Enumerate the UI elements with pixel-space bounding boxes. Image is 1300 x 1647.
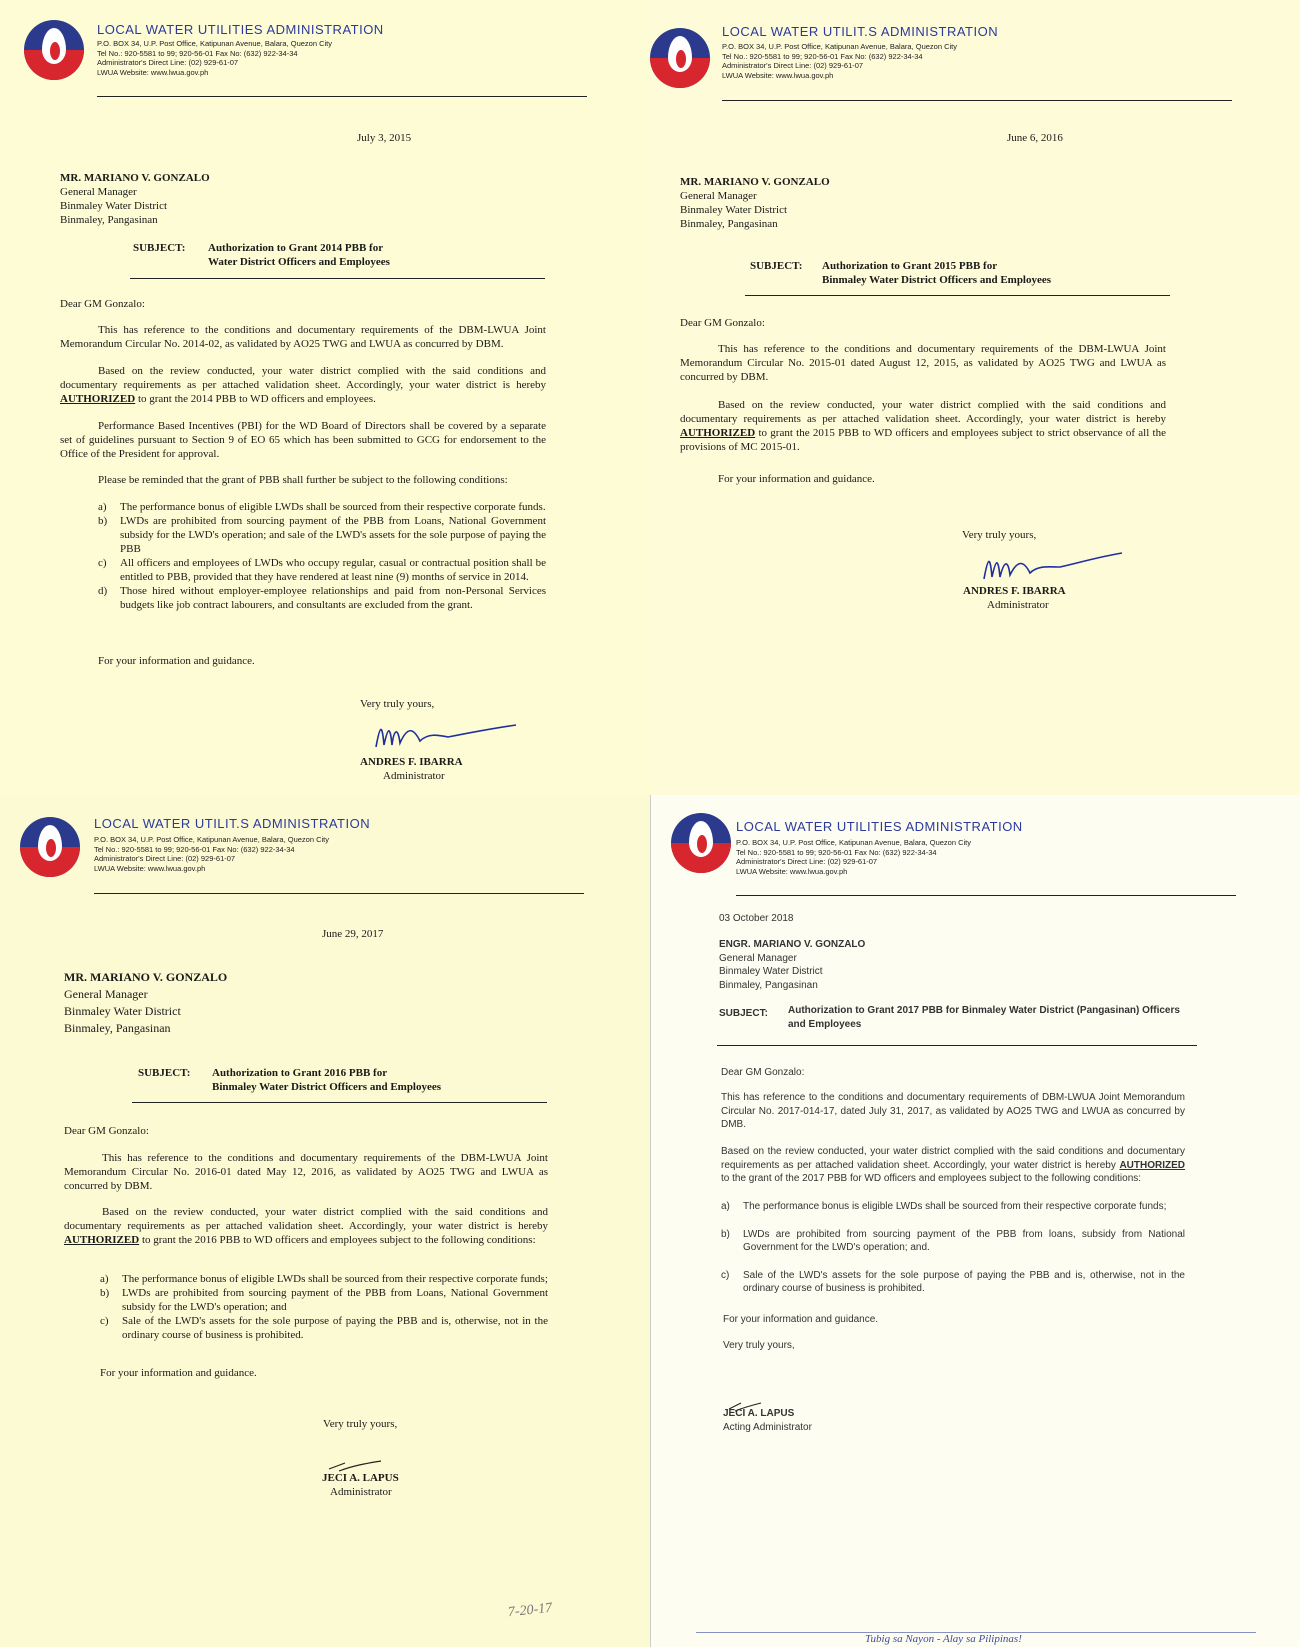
- salutation: Dear GM Gonzalo:: [60, 298, 145, 310]
- paragraph-1: This has reference to the conditions and documentary requirements of DBM-LWUA Joint Memorandum Circular No. 2017-014-17, dated July 31, 2017, as validated by AO25 TWG and LWUA as concurred by DMB.: [721, 1092, 1185, 1130]
- org-name: LOCAL WATER UTILIT.S ADMINISTRATION: [94, 816, 371, 831]
- recipient-block: MR. MARIANO V. GONZALO General Manager Binmaley Water District Binmaley, Pangasinan: [680, 176, 830, 230]
- signatory-title: Acting Administrator: [723, 1422, 812, 1433]
- closing: Very truly yours,: [323, 1418, 398, 1430]
- closing: Very truly yours,: [962, 529, 1037, 541]
- org-address: P.O. BOX 34, U.P. Post Office, Katipunan Avenue, Balara, Quezon City Tel No.: 920-5581 to 99; 920-56-01 Fax No: (632) 922-34-34 Administrator's Direct Line: (02) 929-61-07 LWUA Website: www.lwua.gov.ph: [722, 42, 958, 80]
- signatory-name: JECI A. LAPUS: [723, 1408, 795, 1419]
- subject-text: Authorization to Grant 2017 PBB for Binmaley Water District (Pangasinan) Officers and Employees: [788, 1005, 1180, 1030]
- signatory-name: ANDRES F. IBARRA: [963, 585, 1066, 597]
- org-address: P.O. BOX 34, U.P. Post Office, Katipunan Avenue, Balara, Quezon City Tel No.: 920-5581 to 99; 920-56-01 Fax No: (632) 922-34-34 Administrator's Direct Line: (02) 929-61-07 LWUA Website: www.lwua.gov.ph: [94, 835, 330, 873]
- letter-2017: [0, 795, 650, 1647]
- subject-label: SUBJECT:: [750, 260, 803, 272]
- letter-date: 03 October 2018: [719, 913, 794, 924]
- subject-rule: [132, 1102, 547, 1103]
- signature-image: [368, 715, 528, 755]
- closing: Very truly yours,: [360, 698, 435, 710]
- recipient-block: MR. MARIANO V. GONZALO General Manager Binmaley Water District Binmaley, Pangasinan: [60, 172, 210, 226]
- subject-label: SUBJECT:: [719, 1008, 768, 1019]
- signatory-name: JECI A. LAPUS: [322, 1472, 399, 1484]
- org-name: LOCAL WATER UTILITIES ADMINISTRATION: [97, 22, 384, 37]
- signature-image: [978, 545, 1128, 585]
- conditions-list: a) The performance bonus is eligible LWDs shall be sourced from their respective corporate funds; b) LWDs are prohibited from sourcing payment of the PBB from loans, subsidy from National Government for the LWD's operation; and. c) Sale of the LWD's assets for the sole purpose of paying the PBB and is, otherwise, not in the ordinary course of business is prohibited.: [721, 1201, 1185, 1294]
- org-address: P.O. BOX 34, U.P. Post Office, Katipunan Avenue, Balara, Quezon City Tel No.: 920-5581 to 99; 920-56-01 Fax No: (632) 922-34-34 Administrator's Direct Line: (02) 929-61-07 LWUA Website: www.lwua.gov.ph: [97, 39, 333, 77]
- org-name: LOCAL WATER UTILITIES ADMINISTRATION: [736, 819, 1023, 834]
- letter-2015: [0, 0, 650, 795]
- paragraph-2: Based on the review conducted, your water district complied with the said conditions and documentary requirements as per attached validation sheet. Accordingly, your water district is hereby AUTHORIZED to grant the 2016 PBB to WD officers and employees subject to the following conditions:: [64, 1206, 548, 1246]
- paragraph-1: This has reference to the conditions and documentary requirements of the DBM-LWUA Joint Memorandum Circular No. 2015-01 dated August 12, 2015, as validated by AO25 TWG and LWUA as concurred by DBM.: [680, 343, 1166, 383]
- recipient-block: ENGR. MARIANO V. GONZALO General Manager Binmaley Water District Binmaley, Pangasinan: [719, 939, 866, 991]
- lwua-logo: [671, 813, 731, 873]
- subject-text: Authorization to Grant 2016 PBB for Binmaley Water District Officers and Employees: [212, 1067, 442, 1093]
- subject-label: SUBJECT:: [133, 242, 186, 254]
- letter-date: June 6, 2016: [1007, 132, 1063, 144]
- lwua-logo: [24, 20, 84, 80]
- paragraph-3: Performance Based Incentives (PBI) for the WD Board of Directors shall be covered by a separate set of guidelines pursuant to Section 9 of EO 65 which has been submitted to GCG for endorsement to the Office of the President for approval.: [60, 420, 546, 460]
- salutation: Dear GM Gonzalo:: [721, 1067, 805, 1078]
- subject-text: Authorization to Grant 2014 PBB for Water District Officers and Employees: [208, 242, 390, 268]
- closing-info: For your information and guidance.: [718, 473, 875, 485]
- signatory-title: Administrator: [383, 770, 445, 782]
- recipient-block: MR. MARIANO V. GONZALO General Manager Binmaley Water District Binmaley, Pangasinan: [64, 970, 228, 1035]
- signatory-title: Administrator: [330, 1486, 392, 1498]
- paragraph-4: Please be reminded that the grant of PBB shall further be subject to the following conditions:: [98, 474, 508, 486]
- subject-text: Authorization to Grant 2015 PBB for Binmaley Water District Officers and Employees: [822, 260, 1052, 286]
- signatory-title: Administrator: [987, 599, 1049, 611]
- lwua-logo: [20, 817, 80, 877]
- header-rule: [736, 895, 1236, 896]
- paragraph-2: Based on the review conducted, your water district complied with the said conditions and documentary requirements as per attached validation sheet. Accordingly, your water district is hereby AUTHORIZED to grant the 2015 PBB to WD officers and employees subject to strict observance of all the provisions of MC 2015-01.: [680, 399, 1166, 453]
- subject-rule: [717, 1045, 1197, 1046]
- subject-rule: [130, 278, 545, 279]
- header-rule: [94, 893, 584, 894]
- letter-2018: [650, 795, 1300, 1647]
- salutation: Dear GM Gonzalo:: [680, 317, 765, 329]
- handwritten-date: 7-20-17: [507, 1600, 553, 1621]
- letter-2016: [650, 0, 1300, 795]
- paragraph-2: Based on the review conducted, your water district complied with the said conditions and documentary requirements as per attached validation sheet. Accordingly, your water district is hereby AUTHORIZED to grant the 2014 PBB to WD officers and employees.: [60, 365, 546, 405]
- closing-info: For your information and guidance.: [100, 1367, 257, 1379]
- subject-rule: [745, 295, 1170, 296]
- org-name: LOCAL WATER UTILIT.S ADMINISTRATION: [722, 24, 999, 39]
- signatory-name: ANDRES F. IBARRA: [360, 756, 463, 768]
- subject-label: SUBJECT:: [138, 1067, 191, 1079]
- org-address: P.O. BOX 34, U.P. Post Office, Katipunan Avenue, Balara, Quezon City Tel No.: 920-5581 to 99; 920-56-01 Fax No: (632) 922-34-34 Administrator's Direct Line: (02) 929-61-07 LWUA Website: www.lwua.gov.ph: [736, 838, 972, 876]
- letter-date: June 29, 2017: [322, 928, 384, 940]
- closing-info: For your information and guidance.: [98, 655, 255, 667]
- paragraph-2: Based on the review conducted, your water district complied with the said conditions and documentary requirements as per attached validation sheet. Accordingly, your water district is hereby AUTHORIZED to the grant of the 2017 PBB for WD officers and employees subject to the following conditions:: [721, 1146, 1186, 1184]
- header-rule: [97, 96, 587, 97]
- closing-info: For your information and guidance.: [723, 1314, 879, 1325]
- header-rule: [722, 100, 1232, 101]
- salutation: Dear GM Gonzalo:: [64, 1125, 149, 1137]
- paragraph-1: This has reference to the conditions and documentary requirements of the DBM-LWUA Joint Memorandum Circular No. 2016-01 dated May 12, 2016, as validated by AO25 TWG and LWUA as concurred by DBM.: [64, 1152, 548, 1192]
- lwua-logo: [650, 28, 710, 88]
- paragraph-1: This has reference to the conditions and documentary requirements of the DBM-LWUA Joint Memorandum Circular No. 2014-02, as validated by AO25 TWG and LWUA as concurred by DBM.: [60, 324, 546, 350]
- conditions-list: a) The performance bonus of eligible LWDs shall be sourced from their respective corporate funds. b) LWDs are prohibited from sourcing payment of the PBB from Loans, National Government subsidy for the LWD's operation; and sale of the LWD's assets for the sole purpose of paying the PBB c) All officers and employees of LWDs who occupy regular, casual or contractual position shall be entitled to PBB, provided that they have rendered at least nine (9) months of service in 2014. d) Those hired without employer-employee relationships and paid from non-Personal Services budgets like job contract labourers, and consultants are excluded from the grant.: [98, 501, 546, 611]
- closing: Very truly yours,: [723, 1340, 795, 1351]
- footer-motto: Tubig sa Nayon - Alay sa Pilipinas!: [865, 1633, 1022, 1645]
- conditions-list: a) The performance bonus of eligible LWDs shall be sourced from their respective corporate funds; b) LWDs are prohibited from sourcing payment of the PBB from Loans, National Government subsidy for the LWD's operation; and c) Sale of the LWD's assets for the sole purpose of paying the PBB and is, otherwise, not in the ordinary course of business is prohibited.: [100, 1273, 548, 1341]
- letter-date: July 3, 2015: [357, 132, 412, 144]
